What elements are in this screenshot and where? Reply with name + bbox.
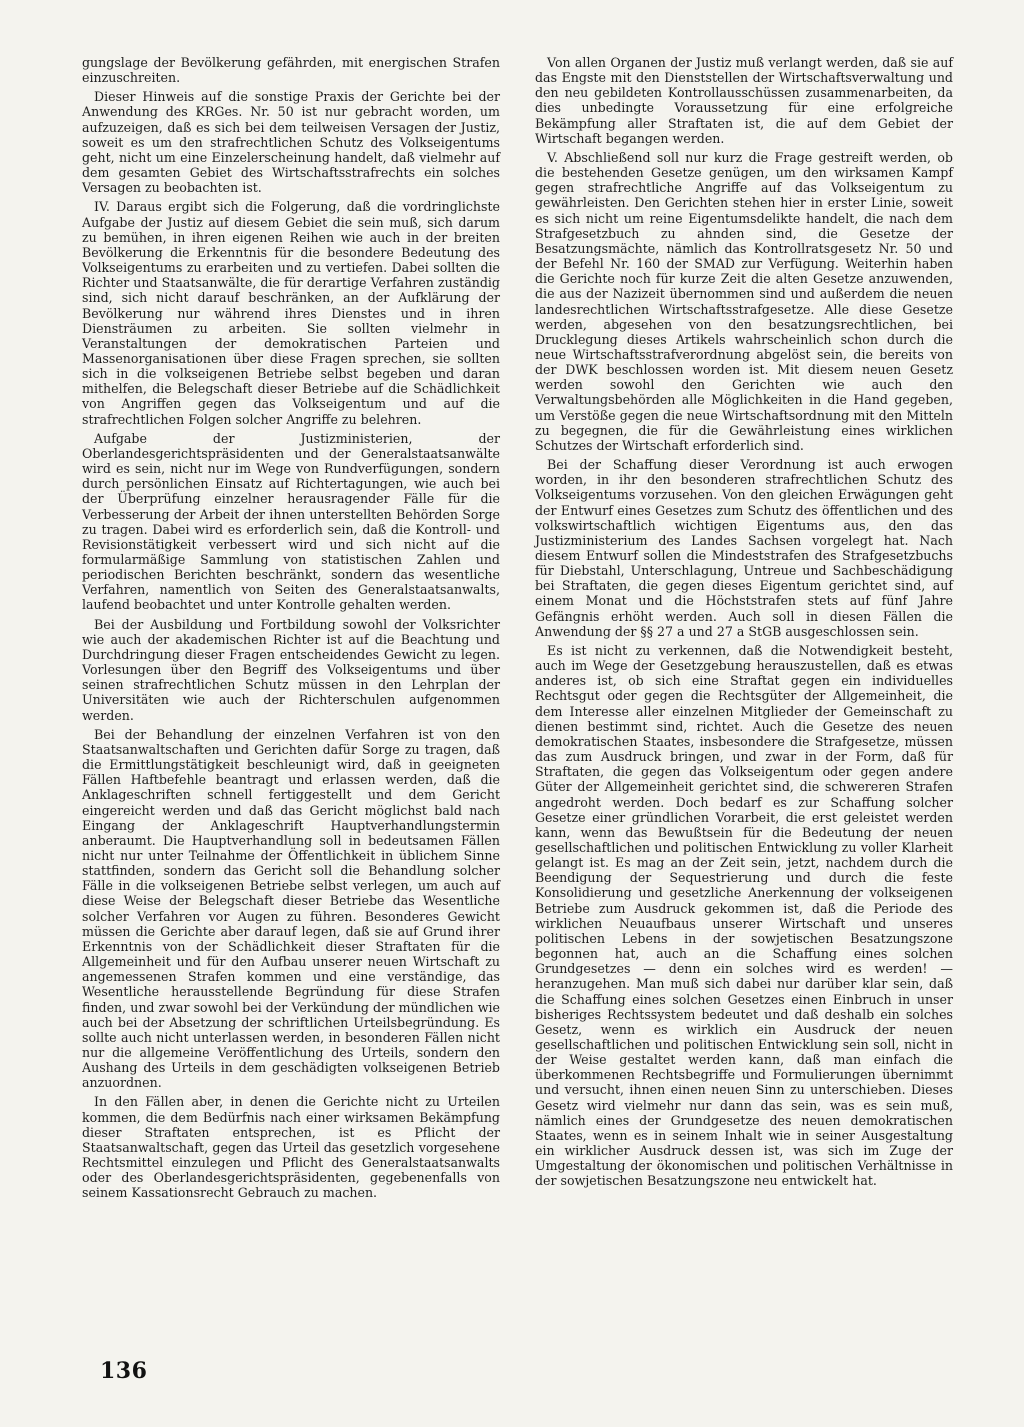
paragraph: Dieser Hinweis auf die sonstige Praxis der Gerichte bei der Anwendung des KRGes. Nr. 50 ist nur gebracht worden, um aufzuzeigen, daß es sich bei dem teilweisen Versagen der Justiz, soweit es um den strafrechtlichen Schutz des Volkseigentums geht, nicht um eine Einzelerscheinung handelt, daß vielmehr auf dem gesamten Gebiet des Wirtschaftsstrafrechts ein solches Versagen zu beobachten ist. bbox=[82, 89, 500, 196]
paragraph: Bei der Schaffung dieser Verordnung ist auch erwogen worden, in ihr den besonderen strafrechtlichen Schutz des Volkseigentums vorzusehen. Von den gleichen Erwägungen geht der Entwurf eines Gesetzes zum Schutz des öffentlichen und des volkswirtschaftlich wichtigen Eigentums aus, den das Justizministerium des Landes Sachsen vorgelegt hat. Nach diesem Entwurf sollen die Mindeststrafen des Strafgesetzbuchs für Diebstahl, Unterschlagung, Untreue und Sachbeschädigung bei Straftaten, die gegen dieses Eigentum gerichtet sind, auf einem Monat und die Höchststrafen stets auf fünf Jahre Gefängnis erhöht werden. Auch soll in diesen Fällen die Anwendung der §§ 27 a und 27 a StGB ausgeschlossen sein. bbox=[535, 457, 953, 639]
paragraph: Von allen Organen der Justiz muß verlangt werden, daß sie auf das Engste mit den Dienststellen der Wirtschaftsverwaltung und den neu gebildeten Kontrollausschüssen zusammenarbeiten, da dies unbedingte Voraussetzung für eine erfolgreiche Bekämpfung aller Straftaten ist, die auf dem Gebiet der Wirtschaft begangen werden. bbox=[535, 55, 953, 146]
paragraph: Aufgabe der Justizministerien, der Oberlandesgerichtspräsidenten und der Generalstaatsanwälte wird es sein, nicht nur im Wege von Rundverfügungen, sondern durch persönlichen Einsatz auf Richtertagungen, wie auch bei der Überprüfung einzelner herausragender Fälle für die Verbesserung der Arbeit der ihnen unterstellten Behörden Sorge zu tragen. Dabei wird es erforderlich sein, daß die Kontroll- und Revisionstätigkeit verbessert wird und sich nicht auf die formularmäßige Sammlung von statistischen Zahlen und periodischen Berichten beschränkt, sondern das wesentliche Verfahren, namentlich von Seiten des Generalstaatsanwalts, laufend beobachtet und unter Kontrolle gehalten werden. bbox=[82, 430, 500, 613]
left-text-column bbox=[82, 55, 500, 1205]
paragraph: Es ist nicht zu verkennen, daß die Notwendigkeit besteht, auch im Wege der Gesetzgebung herauszustellen, daß es etwas anderes ist, ob sich eine Straftat gegen ein individuelles Rechtsgut oder gegen die Rechtsgüter der Allgemeinheit, die dem Interesse aller einzelnen Mitglieder der Gemeinschaft zu dienen bestimmt sind, richtet. Auch die Gesetze des neuen demokratischen Staates, insbesondere die Strafgesetze, müssen das zum Ausdruck bringen, und zwar in der Form, daß für Straftaten, die gegen das Volkseigentum oder gegen andere Güter der Allgemeinheit gerichtet sind, die schwereren Strafen angedroht werden. Doch bedarf es zur Schaffung solcher Gesetze einer gründlichen Vorarbeit, die erst geleistet werden kann, wenn das Bewußtsein für die Bedeutung der neuen gesellschaftlichen und politischen Entwicklung zu voller Klarheit gelangt ist. Es mag an der Zeit sein, jetzt, nachdem durch die Beendigung der Sequestrierung und durch die feste Konsolidierung und gesetzliche Anerkennung der volkseigenen Betriebe zum Ausdruck gekommen ist, daß die Periode des wirklichen Neuaufbaus unserer Wirtschaft und unseres politischen Lebens in der sowjetischen Besatzungszone begonnen hat, auch an die Schaffung eines solchen Grundgesetzes — denn ein solches wird es werden! — heranzugehen. Man muß sich dabei nur darüber klar sein, daß die Schaffung eines solchen Gesetzes einen Einbruch in unser bisheriges Rechtssystem bedeutet und daß deshalb ein solches Gesetz, wenn es wirklich ein Ausdruck der neuen gesellschaftlichen und politischen Entwicklung sein soll, nicht in der Weise gestaltet werden kann, daß man einfach die überkommenen Rechtsbegriffe und Formulierungen übernimmt und versucht, ihnen einen neuen Sinn zu unterschieben. Dieses Gesetz wird vielmehr nur dann das sein, was es sein muß, nämlich eines der Grundgesetze des neuen demokratischen Staates, wenn es in seinem Inhalt wie in seiner Ausgestaltung ein wirklicher Ausdruck dessen ist, was sich im Zuge der Umgestaltung der ökonomischen und politischen Verhältnisse in der sowjetischen Besatzungszone neu entwickelt hat. bbox=[535, 642, 953, 1189]
paragraph: Bei der Ausbildung und Fortbildung sowohl der Volksrichter wie auch der akademischen Richter ist auf die Beachtung und Durchdringung dieser Fragen entscheidendes Gewicht zu legen. Vorlesungen über den Begriff des Volkseigentums und über seinen strafrechtlichen Schutz müssen in den Lehrplan der Universitäten wie auch der Richterschulen aufgenommen werden. bbox=[82, 616, 500, 723]
paragraph: Bei der Behandlung der einzelnen Verfahren ist von den Staatsanwaltschaften und Gerichten dafür Sorge zu tragen, daß die Ermittlungstätigkeit beschleunigt wird, daß in geeigneten Fällen Haftbefehle beantragt und erlassen werden, daß die Anklageschriften schnell fertiggestellt und dem Gericht eingereicht werden und daß das Gericht möglichst bald nach Eingang der Anklageschrift Hauptverhandlungstermin anberaumt. Die Hauptverhandlung soll in bedeutsamen Fällen nicht nur unter Teilnahme der Öffentlichkeit in üblichem Sinne stattfinden, sondern das Gericht soll die Behandlung solcher Fälle in die volkseigenen Betriebe selbst verlegen, um auch auf diese Weise der Belegschaft dieser Betriebe das Wesentliche solcher Verfahren vor Augen zu führen. Besonderes Gewicht müssen die Gerichte aber darauf legen, daß sie auf Grund ihrer Erkenntnis von der Schädlichkeit dieser Straftaten für die Allgemeinheit und für den Aufbau unserer neuen Wirtschaft zu angemessenen Strafen kommen und eine verständige, das Wesentliche herausstellende Begründung für diese Strafen finden, und zwar sowohl bei der Verkündung der mündlichen wie auch bei der Absetzung der schriftlichen Urteilsbegründung. Es sollte auch nicht unterlassen werden, in besonderen Fällen nicht nur die allgemeine Veröffentlichung des Urteils, sondern den Aushang des Urteils in dem geschädigten volkseigenen Betrieb anzuordnen. bbox=[82, 726, 500, 1091]
paragraph: IV. Daraus ergibt sich die Folgerung, daß die vordringlichste Aufgabe der Justiz auf diesem Gebiet die sein muß, sich darum zu bemühen, in ihren eigenen Reihen wie auch in der breiten Bevölkerung die Erkenntnis für die besondere Bedeutung des Volkseigentums zu erarbeiten und zu vertiefen. Dabei sollten die Richter und Staatsanwälte, die für derartige Verfahren zuständig sind, sich nicht darauf beschränken, an der Aufklärung der Bevölkerung nur während ihres Dienstes und in ihren Diensträumen zu arbeiten. Sie sollten vielmehr in Veranstaltungen der demokratischen Parteien und Massenorganisationen über diese Fragen sprechen, sie sollten sich in die volkseigenen Betriebe selbst begeben und daran mithelfen, die Belegschaft dieser Betriebe auf die Schädlichkeit von Angriffen gegen das Volkseigentum und auf die strafrechtlichen Folgen solcher Angriffe zu belehren. bbox=[82, 199, 500, 427]
right-text-column bbox=[535, 55, 953, 1193]
paragraph: In den Fällen aber, in denen die Gerichte nicht zu Urteilen kommen, die dem Bedürfnis nach einer wirksamen Bekämpfung dieser Straftaten entsprechen, ist es Pflicht der Staatsanwaltschaft, gegen das Urteil das gesetzlich vorgesehene Rechtsmittel einzulegen und Pflicht des Generalstaatsanwalts oder des Oberlandesgerichtspräsidenten, gegebenenfalls von seinem Kassationsrecht Gebrauch zu machen. bbox=[82, 1094, 500, 1201]
paragraph: V. Abschließend soll nur kurz die Frage gestreift werden, ob die bestehenden Gesetze genügen, um den wirksamen Kampf gegen strafrechtliche Angriffe auf das Volkseigentum zu gewährleisten. Den Gerichten stehen hier in erster Linie, soweit es sich nicht um reine Eigentumsdelikte handelt, die nach dem Strafgesetzbuch zu ahnden sind, die Gesetze der Besatzungsmächte, nämlich das Kontrollratsgesetz Nr. 50 und der Befehl Nr. 160 der SMAD zur Verfügung. Weiterhin haben die Gerichte noch für kurze Zeit die alten Gesetze anzuwenden, die aus der Nazizeit übernommen sind und außerdem die neuen landesrechtlichen Wirtschaftsstrafgesetze. Alle diese Gesetze werden, abgesehen von den besatzungsrechtlichen, bei Drucklegung dieses Artikels wahrscheinlich schon durch die neue Wirtschaftsstrafverordnung abgelöst sein, die bereits von der DWK beschlossen worden ist. Mit diesem neuen Gesetz werden sowohl den Gerichten wie auch den Verwaltungsbehörden alle Möglichkeiten in die Hand gegeben, um Verstöße gegen die neue Wirtschaftsordnung mit den Mitteln zu begegnen, die für die Gewährleistung eines wirklichen Schutzes der Wirtschaft erforderlich sind. bbox=[535, 149, 953, 453]
page-number: 136 bbox=[100, 1358, 148, 1384]
paragraph: gungslage der Bevölkerung gefährden, mit energischen Strafen einzuschreiten. bbox=[82, 55, 500, 86]
